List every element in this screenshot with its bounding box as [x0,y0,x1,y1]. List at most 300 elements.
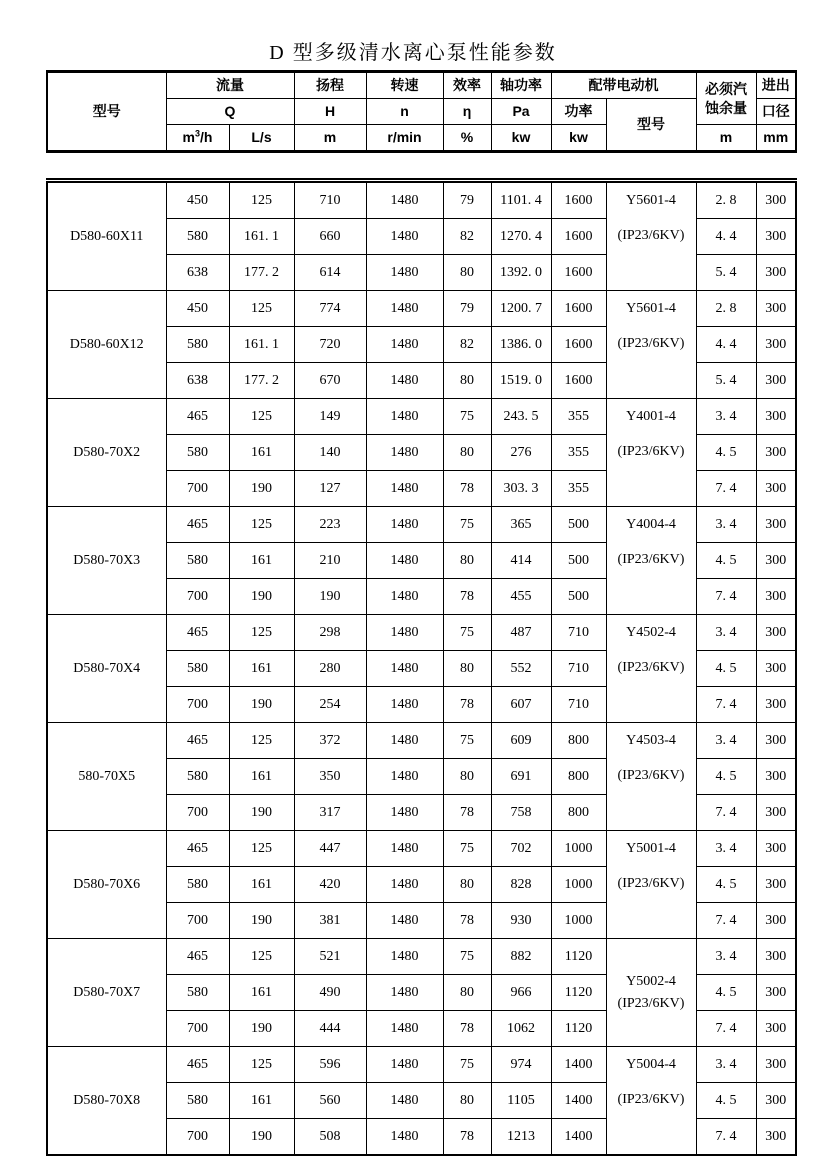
cell-port-diameter: 300 [756,507,796,543]
unit-m3h-base: m [182,129,195,146]
cell-head: 447 [294,831,366,867]
cell-shaft-power: 276 [491,435,551,471]
cell-head: 280 [294,651,366,687]
cell-head: 350 [294,759,366,795]
cell-port-diameter: 300 [756,687,796,723]
cell-motor-power: 1000 [551,831,606,867]
cell-pump-model: D580-60X12 [47,291,166,399]
cell-efficiency: 75 [443,615,491,651]
cell-efficiency: 80 [443,1083,491,1119]
cell-flow-m3h: 700 [166,795,229,831]
cell-efficiency: 80 [443,759,491,795]
cell-efficiency: 75 [443,1047,491,1083]
header-model: 型号 [47,72,166,152]
cell-port-diameter: 300 [756,291,796,327]
cell-pump-model: D580-70X7 [47,939,166,1047]
cell-port-diameter: 300 [756,327,796,363]
page-title: D 型多级清水离心泵性能参数 [269,42,557,64]
cell-motor-power: 1600 [551,181,606,219]
cell-shaft-power: 365 [491,507,551,543]
cell-speed: 1480 [366,435,443,471]
header-motor-power: 功率 [551,99,606,125]
motor-spec-text: (IP23/6KV) [617,659,685,675]
cell-npsh: 7. 4 [696,795,756,831]
cell-motor-model [606,399,696,507]
cell-head: 381 [294,903,366,939]
cell-port-diameter: 300 [756,1083,796,1119]
cell-flow-ls: 125 [229,507,294,543]
cell-efficiency: 78 [443,903,491,939]
cell-port-diameter: 300 [756,579,796,615]
cell-head: 490 [294,975,366,1011]
cell-efficiency: 80 [443,867,491,903]
cell-port-diameter: 300 [756,651,796,687]
cell-shaft-power: 487 [491,615,551,651]
cell-efficiency: 75 [443,507,491,543]
motor-spec-text: (IP23/6KV) [617,767,685,783]
motor-spec-text: (IP23/6KV) [617,443,685,459]
cell-motor-model [606,615,696,723]
cell-flow-m3h: 465 [166,615,229,651]
cell-speed: 1480 [366,867,443,903]
cell-shaft-power: 609 [491,723,551,759]
cell-speed: 1480 [366,651,443,687]
cell-npsh: 4. 4 [696,327,756,363]
cell-speed: 1480 [366,615,443,651]
cell-flow-ls: 125 [229,399,294,435]
cell-flow-m3h: 700 [166,903,229,939]
cell-npsh: 3. 4 [696,723,756,759]
cell-port-diameter: 300 [756,1119,796,1156]
cell-head: 774 [294,291,366,327]
cell-npsh: 7. 4 [696,1119,756,1156]
header-motor-group: 配带电动机 [551,72,696,99]
cell-npsh: 5. 4 [696,363,756,399]
cell-motor-power: 500 [551,579,606,615]
cell-motor-power: 710 [551,651,606,687]
cell-motor-power: 800 [551,723,606,759]
cell-flow-m3h: 638 [166,255,229,291]
cell-port-diameter: 300 [756,543,796,579]
cell-npsh: 3. 4 [696,615,756,651]
cell-flow-m3h: 580 [166,327,229,363]
cell-flow-m3h: 465 [166,939,229,975]
cell-pump-model: D580-70X3 [47,507,166,615]
cell-motor-power: 1000 [551,903,606,939]
header-symbol-head: H [294,99,366,125]
cell-flow-ls: 190 [229,471,294,507]
cell-speed: 1480 [366,471,443,507]
table-row [47,181,796,219]
cell-npsh: 7. 4 [696,1011,756,1047]
cell-flow-m3h: 638 [166,363,229,399]
cell-npsh: 2. 8 [696,181,756,219]
cell-flow-ls: 161 [229,975,294,1011]
cell-motor-power: 1600 [551,291,606,327]
header-flow: 流量 [166,72,294,99]
cell-head: 420 [294,867,366,903]
motor-model-text: Y4503-4 [626,732,676,748]
cell-flow-ls: 161 [229,1083,294,1119]
cell-flow-ls: 161 [229,543,294,579]
cell-flow-ls: 190 [229,579,294,615]
cell-motor-power: 1400 [551,1119,606,1156]
motor-model-text: Y5001-4 [626,840,676,856]
table-row [47,939,796,975]
cell-head: 614 [294,255,366,291]
cell-speed: 1480 [366,723,443,759]
cell-flow-m3h: 580 [166,543,229,579]
cell-speed: 1480 [366,795,443,831]
cell-shaft-power: 702 [491,831,551,867]
cell-efficiency: 78 [443,1011,491,1047]
cell-shaft-power: 974 [491,1047,551,1083]
table-row [47,831,796,867]
table-row [47,399,796,435]
cell-flow-ls: 190 [229,903,294,939]
cell-shaft-power: 303. 3 [491,471,551,507]
cell-shaft-power: 1270. 4 [491,219,551,255]
cell-flow-m3h: 450 [166,291,229,327]
cell-head: 317 [294,795,366,831]
cell-port-diameter: 300 [756,1047,796,1083]
cell-port-diameter: 300 [756,975,796,1011]
cell-motor-power: 1120 [551,1011,606,1047]
cell-port-diameter: 300 [756,759,796,795]
cell-shaft-power: 1200. 7 [491,291,551,327]
cell-shaft-power: 966 [491,975,551,1011]
cell-efficiency: 79 [443,181,491,219]
cell-shaft-power: 1392. 0 [491,255,551,291]
cell-shaft-power: 828 [491,867,551,903]
cell-efficiency: 78 [443,471,491,507]
cell-head: 710 [294,181,366,219]
motor-model-text: Y4004-4 [626,516,676,532]
cell-shaft-power: 1386. 0 [491,327,551,363]
cell-pump-model: D580-70X2 [47,399,166,507]
cell-npsh: 3. 4 [696,831,756,867]
cell-npsh: 7. 4 [696,471,756,507]
cell-pump-model: D580-60X11 [47,181,166,291]
cell-head: 508 [294,1119,366,1156]
table-row [47,1047,796,1083]
cell-shaft-power: 607 [491,687,551,723]
cell-motor-power: 1000 [551,867,606,903]
cell-efficiency: 75 [443,399,491,435]
header-unit-npsh: m [696,125,756,152]
cell-head: 210 [294,543,366,579]
cell-shaft-power: 930 [491,903,551,939]
cell-head: 444 [294,1011,366,1047]
cell-shaft-power: 243. 5 [491,399,551,435]
cell-port-diameter: 300 [756,471,796,507]
cell-npsh: 4. 5 [696,759,756,795]
motor-spec-text: (IP23/6KV) [617,875,685,891]
cell-npsh: 4. 5 [696,1083,756,1119]
cell-flow-ls: 161 [229,759,294,795]
cell-flow-m3h: 580 [166,867,229,903]
cell-port-diameter: 300 [756,615,796,651]
cell-speed: 1480 [366,363,443,399]
cell-flow-ls: 125 [229,291,294,327]
cell-npsh: 4. 4 [696,219,756,255]
cell-motor-power: 1400 [551,1083,606,1119]
header-port-line1: 进出 [756,72,796,99]
cell-head: 223 [294,507,366,543]
cell-flow-m3h: 465 [166,507,229,543]
cell-motor-model [606,939,696,1047]
cell-shaft-power: 1213 [491,1119,551,1156]
cell-flow-ls: 190 [229,795,294,831]
cell-head: 372 [294,723,366,759]
cell-shaft-power: 758 [491,795,551,831]
motor-model-text: Y5002-4 [626,973,676,989]
cell-efficiency: 78 [443,579,491,615]
cell-motor-power: 1120 [551,939,606,975]
cell-port-diameter: 300 [756,795,796,831]
cell-flow-m3h: 700 [166,1011,229,1047]
unit-m3h-rest: /h [200,129,213,146]
cell-motor-power: 800 [551,759,606,795]
cell-motor-power: 355 [551,399,606,435]
header-unit-motor-power: kw [551,125,606,152]
cell-flow-ls: 125 [229,723,294,759]
cell-shaft-power: 552 [491,651,551,687]
cell-speed: 1480 [366,1047,443,1083]
table-row [47,723,796,759]
header-symbol-flow: Q [166,99,294,125]
cell-flow-ls: 125 [229,939,294,975]
cell-speed: 1480 [366,831,443,867]
motor-model-text: Y4001-4 [626,408,676,424]
cell-speed: 1480 [366,1011,443,1047]
cell-flow-m3h: 700 [166,471,229,507]
cell-flow-ls: 125 [229,831,294,867]
performance-table [46,178,797,1156]
motor-spec-text: (IP23/6KV) [617,1091,685,1107]
cell-pump-model: D580-70X8 [47,1047,166,1156]
cell-flow-m3h: 465 [166,723,229,759]
cell-npsh: 3. 4 [696,399,756,435]
header-table [46,70,797,153]
cell-npsh: 3. 4 [696,1047,756,1083]
cell-speed: 1480 [366,399,443,435]
cell-flow-ls: 125 [229,615,294,651]
cell-flow-m3h: 465 [166,399,229,435]
cell-motor-power: 800 [551,795,606,831]
header-head: 扬程 [294,72,366,99]
cell-head: 670 [294,363,366,399]
cell-shaft-power: 691 [491,759,551,795]
cell-motor-power: 500 [551,543,606,579]
cell-motor-power: 1600 [551,219,606,255]
cell-npsh: 3. 4 [696,507,756,543]
cell-head: 298 [294,615,366,651]
table-row [47,615,796,651]
cell-speed: 1480 [366,975,443,1011]
header-shaft-power: 轴功率 [491,72,551,99]
header-speed: 转速 [366,72,443,99]
motor-spec-text: (IP23/6KV) [617,551,685,567]
cell-flow-m3h: 465 [166,1047,229,1083]
header-npsh [696,72,756,125]
table-row [47,291,796,327]
cell-motor-power: 1120 [551,975,606,1011]
cell-port-diameter: 300 [756,255,796,291]
cell-motor-model [606,291,696,399]
cell-head: 521 [294,939,366,975]
motor-model-text: Y5004-4 [626,1056,676,1072]
cell-speed: 1480 [366,543,443,579]
cell-flow-ls: 161 [229,867,294,903]
cell-head: 596 [294,1047,366,1083]
cell-flow-m3h: 700 [166,579,229,615]
cell-npsh: 4. 5 [696,867,756,903]
header-unit-speed: r/min [366,125,443,152]
motor-spec-text: (IP23/6KV) [617,227,685,243]
cell-head: 140 [294,435,366,471]
cell-efficiency: 80 [443,363,491,399]
cell-flow-ls: 161 [229,435,294,471]
cell-npsh: 4. 5 [696,543,756,579]
cell-efficiency: 80 [443,651,491,687]
cell-motor-power: 355 [551,471,606,507]
cell-head: 660 [294,219,366,255]
cell-flow-ls: 190 [229,1011,294,1047]
cell-head: 560 [294,1083,366,1119]
cell-flow-m3h: 465 [166,831,229,867]
cell-flow-ls: 161. 1 [229,219,294,255]
cell-npsh: 4. 5 [696,651,756,687]
unit-m3h-sup: 3 [194,128,200,139]
header-npsh-line1: 必须汽 [705,81,747,98]
cell-npsh: 2. 8 [696,291,756,327]
motor-spec-text: (IP23/6KV) [617,335,685,351]
cell-shaft-power: 1101. 4 [491,181,551,219]
header-efficiency: 效率 [443,72,491,99]
cell-head: 720 [294,327,366,363]
cell-pump-model: D580-70X6 [47,831,166,939]
motor-model-text: Y5601-4 [626,192,676,208]
cell-efficiency: 80 [443,435,491,471]
header-npsh-line2: 蚀余量 [705,99,747,116]
cell-motor-power: 1600 [551,255,606,291]
cell-efficiency: 75 [443,831,491,867]
cell-flow-ls: 177. 2 [229,255,294,291]
cell-efficiency: 78 [443,795,491,831]
cell-motor-power: 1600 [551,363,606,399]
cell-flow-m3h: 580 [166,759,229,795]
cell-port-diameter: 300 [756,831,796,867]
cell-speed: 1480 [366,579,443,615]
cell-port-diameter: 300 [756,363,796,399]
motor-model-text: Y5601-4 [626,300,676,316]
cell-flow-m3h: 450 [166,181,229,219]
cell-efficiency: 79 [443,291,491,327]
cell-shaft-power: 455 [491,579,551,615]
cell-motor-power: 1600 [551,327,606,363]
cell-flow-ls: 125 [229,181,294,219]
cell-head: 254 [294,687,366,723]
header-unit-efficiency: % [443,125,491,152]
cell-speed: 1480 [366,1119,443,1156]
header-motor-model: 型号 [606,99,696,152]
cell-motor-model [606,723,696,831]
cell-flow-m3h: 580 [166,1083,229,1119]
cell-flow-ls: 190 [229,1119,294,1156]
cell-npsh: 7. 4 [696,687,756,723]
cell-efficiency: 80 [443,543,491,579]
cell-motor-model [606,831,696,939]
motor-model-text: Y4502-4 [626,624,676,640]
cell-port-diameter: 300 [756,723,796,759]
cell-motor-power: 1400 [551,1047,606,1083]
cell-motor-model [606,1047,696,1156]
header-unit-port: mm [756,125,796,152]
cell-head: 127 [294,471,366,507]
cell-flow-ls: 190 [229,687,294,723]
cell-npsh: 7. 4 [696,903,756,939]
cell-flow-m3h: 580 [166,219,229,255]
cell-npsh: 3. 4 [696,939,756,975]
cell-port-diameter: 300 [756,939,796,975]
cell-head: 190 [294,579,366,615]
cell-npsh: 4. 5 [696,435,756,471]
header-unit-shaft-power: kw [491,125,551,152]
cell-speed: 1480 [366,1083,443,1119]
cell-efficiency: 80 [443,255,491,291]
cell-speed: 1480 [366,327,443,363]
header-unit-flow-ls: L/s [229,125,294,152]
cell-motor-power: 710 [551,615,606,651]
cell-flow-m3h: 580 [166,435,229,471]
cell-flow-ls: 161. 1 [229,327,294,363]
cell-speed: 1480 [366,759,443,795]
header-row-1 [47,72,796,99]
cell-motor-power: 500 [551,507,606,543]
cell-speed: 1480 [366,939,443,975]
cell-speed: 1480 [366,219,443,255]
cell-port-diameter: 300 [756,903,796,939]
cell-motor-model [606,181,696,291]
table-row [47,507,796,543]
cell-flow-ls: 177. 2 [229,363,294,399]
cell-port-diameter: 300 [756,1011,796,1047]
cell-flow-m3h: 700 [166,1119,229,1156]
cell-efficiency: 78 [443,1119,491,1156]
cell-pump-model: D580-70X4 [47,615,166,723]
cell-efficiency: 80 [443,975,491,1011]
performance-table-body [47,181,796,1156]
cell-port-diameter: 300 [756,867,796,903]
motor-spec-text: (IP23/6KV) [617,995,685,1011]
cell-npsh: 4. 5 [696,975,756,1011]
cell-port-diameter: 300 [756,181,796,219]
cell-head: 149 [294,399,366,435]
cell-shaft-power: 414 [491,543,551,579]
cell-flow-ls: 161 [229,651,294,687]
cell-speed: 1480 [366,903,443,939]
cell-speed: 1480 [366,255,443,291]
cell-efficiency: 75 [443,939,491,975]
cell-motor-model [606,507,696,615]
cell-efficiency: 78 [443,687,491,723]
cell-speed: 1480 [366,291,443,327]
header-symbol-speed: n [366,99,443,125]
cell-motor-power: 710 [551,687,606,723]
header-unit-flow-m3h [166,125,229,152]
cell-port-diameter: 300 [756,219,796,255]
